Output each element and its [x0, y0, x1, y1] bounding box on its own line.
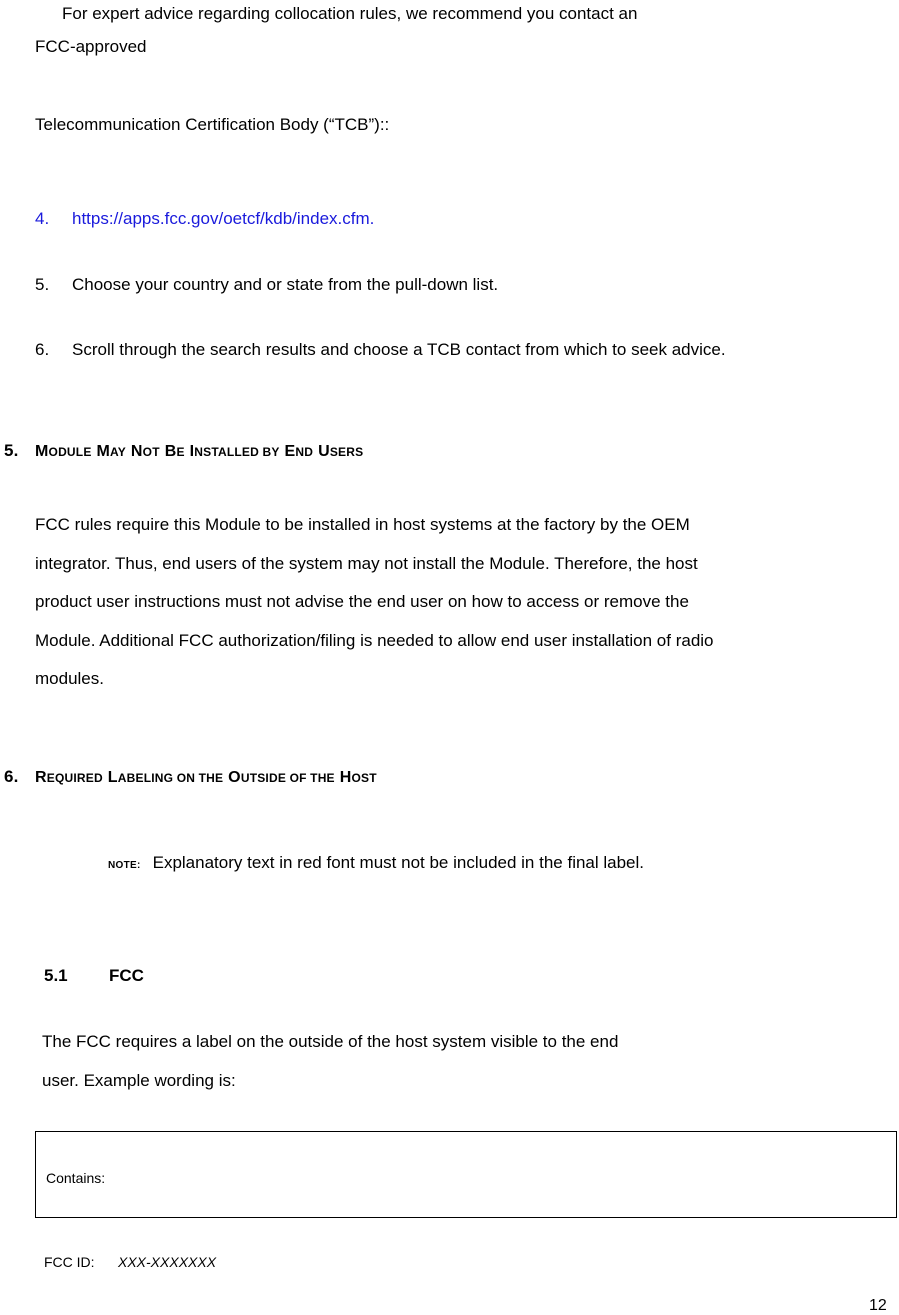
subsection-line-2: user. Example wording is: — [42, 1071, 236, 1090]
section-5-paragraph — [35, 506, 893, 699]
section-5-line-5: modules. — [35, 669, 104, 688]
fcc-id-value: XXX-XXXXXXX — [118, 1254, 217, 1270]
subsection-line-1: The FCC requires a label on the outside of the host system visible to the end — [42, 1032, 619, 1051]
intro-line-1: For expert advice regarding collocation rules, we recommend you contact an — [62, 4, 638, 23]
intro-line-2: FCC-approved — [35, 37, 147, 56]
contains-label: Contains: — [46, 1170, 106, 1186]
subsection-title: FCC — [109, 966, 144, 985]
subsection-number: 5.1 — [44, 966, 68, 985]
section-5-line-2: integrator. Thus, end users of the system may not install the Module. Therefore, the host — [35, 553, 698, 573]
section-6-heading — [4, 767, 377, 787]
section-5-title: MODULE MAY NOT BE INSTALLED BY END USERS — [35, 443, 364, 460]
note — [108, 853, 644, 873]
step-4[interactable] — [35, 209, 374, 229]
note-label: NOTE: — [108, 860, 141, 871]
label-example-box — [35, 1131, 897, 1218]
section-5-number: 5. — [4, 441, 19, 460]
step-5-text: Choose your country and or state from the pull-down list. — [72, 275, 499, 294]
step-6 — [35, 340, 726, 360]
section-5-line-3: product user instructions must not advise the end user on how to access or remove the — [35, 592, 689, 611]
note-text: Explanatory text in red font must not be included in the final label. — [152, 853, 645, 872]
fcc-id-row — [44, 1254, 216, 1270]
section-6-number: 6. — [4, 767, 19, 786]
step-6-number: 6. — [35, 340, 50, 359]
page-number: 12 — [869, 1297, 887, 1314]
step-4-number: 4. — [35, 209, 50, 228]
section-5-line-1: FCC rules require this Module to be installed in host systems at the factory by the OEM — [35, 515, 690, 534]
kdb-link[interactable]: https://apps.fcc.gov/oetcf/kdb/index.cfm. — [72, 209, 375, 228]
step-5-number: 5. — [35, 275, 50, 294]
step-5 — [35, 275, 498, 295]
intro-line-3: Telecommunication Certification Body (“TCB”):: — [35, 115, 390, 134]
section-6-title: REQUIRED LABELING ON THE OUTSIDE OF THE HOST — [35, 769, 377, 786]
step-6-text: Scroll through the search results and choose a TCB contact from which to seek advice. — [72, 340, 726, 359]
subsection-heading — [44, 966, 144, 986]
section-5-heading — [4, 441, 363, 461]
section-5-line-4: Module. Additional FCC authorization/filing is needed to allow end user installation of radio — [35, 630, 714, 650]
fcc-id-label: FCC ID: — [44, 1254, 95, 1270]
